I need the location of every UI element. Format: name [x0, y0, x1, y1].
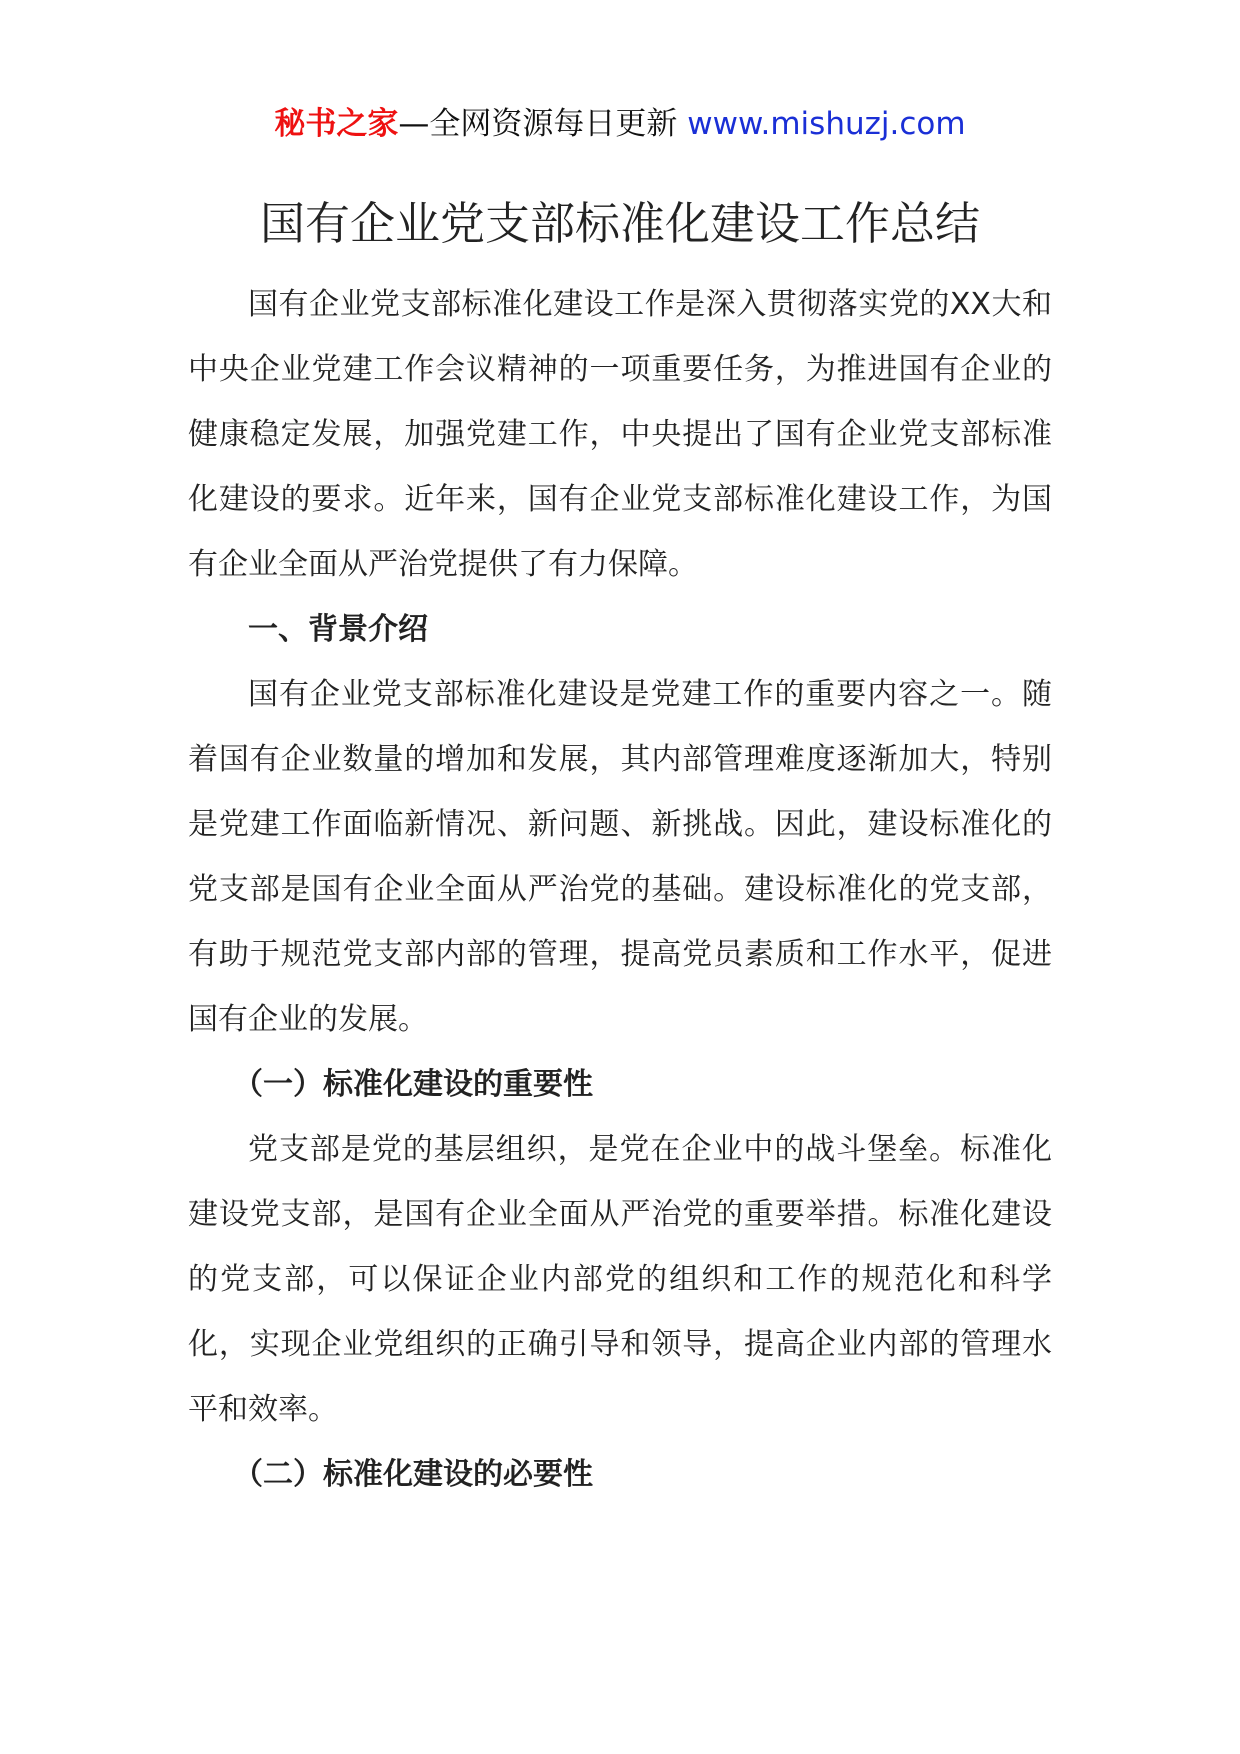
subsection-heading-necessity: （二）标准化建设的必要性 [233, 1457, 593, 1492]
subsection-heading-importance: （一）标准化建设的重要性 [233, 1067, 593, 1102]
document-title: 国有企业党支部标准化建设工作总结 [259, 197, 980, 250]
importance-paragraph: 党支部是党的基层组织，是党在企业中的战斗堡垒。标准化建设党支部，是国有企业全面从严治党的重要举措。标准化建设的党支部，可以保证企业内部党的组织和工作的规范化和科学化，实现企业党组织的正确引导和领导，提高企业内部的管理水平和效率。 [188, 1132, 1052, 1427]
site-url-link[interactable]: www.mishuzj.com [687, 106, 966, 142]
site-header [0, 102, 1240, 146]
document-body [188, 272, 1052, 1507]
brand-name: 秘书之家 [274, 106, 399, 142]
section-heading-background: 一、背景介绍 [248, 612, 428, 647]
header-slogan: —全网资源每日更新 [398, 106, 688, 142]
intro-paragraph: 国有企业党支部标准化建设工作是深入贯彻落实党的XX大和中央企业党建工作会议精神的一项重要任务，为推进国有企业的健康稳定发展，加强党建工作，中央提出了国有企业党支部标准化建设的要求。近年来，国有企业党支部标准化建设工作，为国有企业全面从严治党提供了有力保障。 [188, 287, 1052, 582]
background-paragraph: 国有企业党支部标准化建设是党建工作的重要内容之一。随着国有企业数量的增加和发展，其内部管理难度逐渐加大，特别是党建工作面临新情况、新问题、新挑战。因此，建设标准化的党支部是国有企业全面从严治党的基础。建设标准化的党支部，有助于规范党支部内部的管理，提高党员素质和工作水平，促进国有企业的发展。 [188, 677, 1052, 1037]
